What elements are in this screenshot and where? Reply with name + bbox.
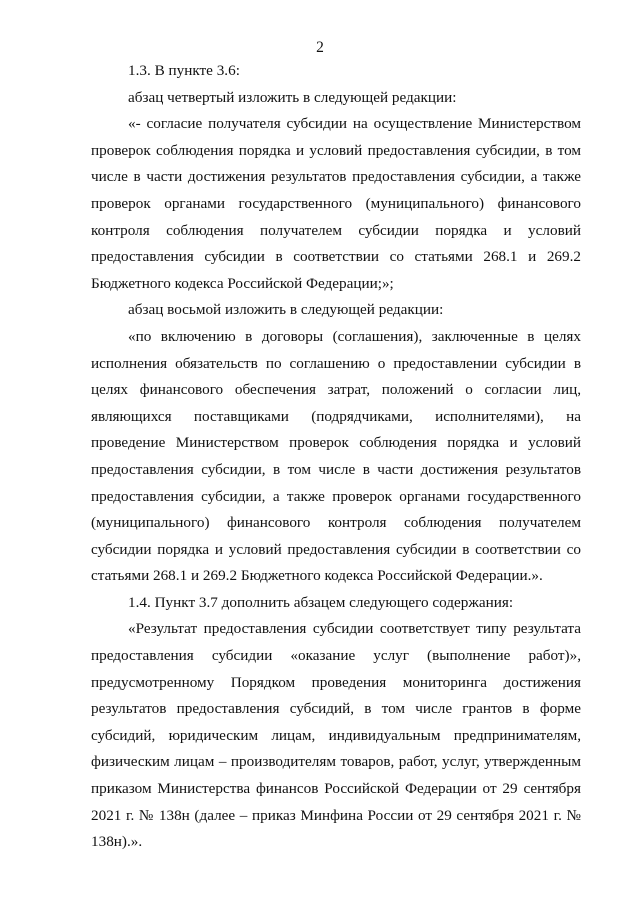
document-body [91, 58, 581, 856]
paragraph-abzac-4-intro: абзац четвертый изложить в следующей редакции: [128, 88, 457, 106]
paragraph-item-1-4-text: «Результат предоставления субсидии соответствует типу результата предоставления субсидии «оказание услуг (выполнение работ)», предусмотренному Порядком проведения мониторинга достижения результатов предоставления субсидий, в том числе грантов в форме субсидий, юридическим лицам, индивидуальным предпринимателям, физическим лицам – производителям товаров, работ, услуг, утвержденным приказом Министерства финансов Российской Федерации от 29 сентября 2021 г. № 138н (далее – приказ Минфина России от 29 сентября 2021 г. № 138н).». [91, 620, 581, 851]
page-number: 2 [316, 39, 324, 56]
paragraph-abzac-8-text: «по включению в договоры (соглашения), заключенные в целях исполнения обязательств по соглашению о предоставлении субсидии в целях финансового обеспечения затрат, положений о согласии лиц, являющихся поставщиками (подрядчиками, исполнителями), на проведение Министерством проверок соблюдения порядка и условий предоставления субсидии, в том числе в части достижения результатов предоставления субсидии, а также проверок органами государственного (муниципального) финансового контроля соблюдения получателем субсидии порядка и условий предоставления субсидии в соответствии со статьями 268.1 и 269.2 Бюджетного кодекса Российской Федерации.». [91, 327, 581, 585]
paragraph-abzac-8-intro: абзац восьмой изложить в следующей редакции: [128, 301, 444, 319]
paragraph-item-1-3-heading: 1.3. В пункте 3.6: [128, 62, 240, 79]
paragraph-abzac-4-text: «- согласие получателя субсидии на осуществление Министерством проверок соблюдения порядка и условий предоставления субсидии, в том числе в части достижения результатов предоставления субсидии, а также проверок органами государственного (муниципального) финансового контроля соблюдения получателем субсидии порядка и условий предоставления субсидии в соответствии со статьями 268.1 и 269.2 Бюджетного кодекса Российской Федерации;»; [91, 115, 581, 292]
paragraph-item-1-4-heading: 1.4. Пункт 3.7 дополнить абзацем следующего содержания: [128, 593, 514, 611]
